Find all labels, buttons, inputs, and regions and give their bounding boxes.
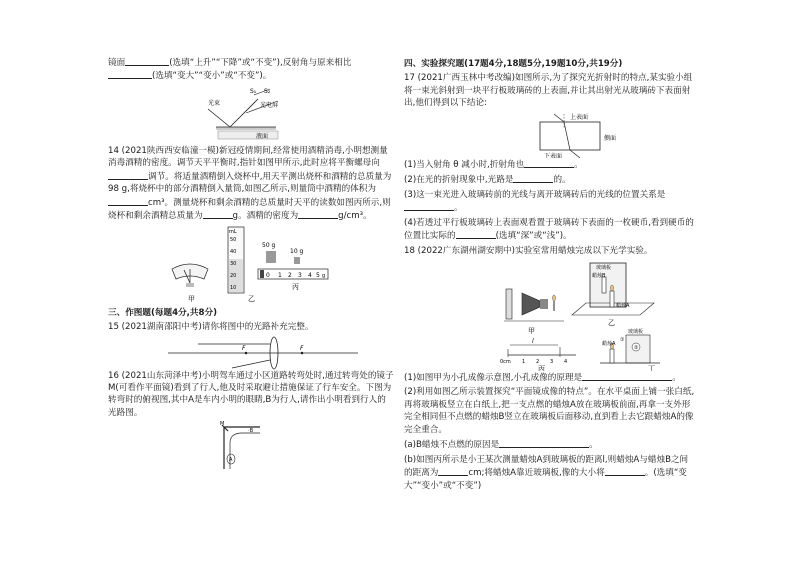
question-14: 14 (2021陕西西安临潼一模)新冠疫情期间,经常使用酒精消毒,小明想测量消毒酒精的密度。调节天平平衡时,指针如图甲所示,此时应将平衡螺母向调节。将适量酒精倒入烧杯中,用天平测出烧杯和酒精的总质量为98 g,将烧杯中的部分酒精倒入量筒,如图乙所示,则量筒中酒精的体积为cm³。测量烧杯和剩余酒精的总质量时天平的读数如图丙所示,则烧杯和剩余酒精总质量为 g。酒精的密度为 g/cm³。 — [108, 145, 392, 222]
figure-16-diagram — [108, 421, 394, 471]
q17-part-3: (3)这一束光进入玻璃砖前的光线与离开玻璃砖后的光线的位置关系是。 — [404, 189, 666, 214]
label-bottom-surface: 下表面 — [544, 152, 563, 158]
q17-part-2: (2)在光的折射现象中,光路是 的。 — [404, 175, 571, 186]
svg-text:1: 1 — [278, 271, 282, 279]
answer-blank[interactable] — [456, 229, 496, 239]
answer-blank[interactable] — [108, 69, 152, 79]
svg-text:2: 2 — [536, 358, 540, 365]
label-b: ·B — [248, 428, 254, 435]
svg-text:蜡烛A: 蜡烛A — [602, 340, 616, 347]
svg-text:4: 4 — [308, 271, 312, 279]
svg-text:4: 4 — [564, 358, 568, 365]
svg-text:g: g — [322, 272, 326, 279]
figure-13-diagram — [108, 85, 394, 145]
right-column — [404, 56, 696, 494]
label-ml: mL — [229, 228, 237, 235]
question-17: 17 (2021广西玉林中考改编)如图所示,为了探究光折射时的特点,某实验小组将一束光斜射到一块平行板玻璃砖的上表面,并让其出射光从玻璃砖下表面射出,他们得到以下结论: — [404, 73, 693, 109]
answer-blank[interactable] — [499, 438, 589, 448]
figure-18 — [404, 259, 696, 371]
svg-text:①: ① — [620, 336, 625, 343]
question-18: 18 (2022广东湖州湖安期中)实验室常用蜡烛完成以下光学实验。 — [404, 245, 653, 256]
q18-part-2b: (b)如图丙所示是小王某次测量蜡烛A到玻璃板的距离l,则蜡烛A与蜡烛B之间的距离为 cm;将蜡烛A靠近玻璃板,像的大小将 。(选填“变大”“变小”或“不变”) — [404, 454, 689, 491]
label-top-surface: 上表面 — [570, 113, 589, 121]
svg-text:②: ② — [634, 344, 639, 351]
label-m: M — [220, 421, 225, 428]
label-liquid: 液面 — [256, 132, 269, 140]
svg-text:玻璃板: 玻璃板 — [628, 328, 644, 335]
label-jia: 甲 — [188, 294, 195, 303]
figure-16 — [108, 421, 394, 471]
svg-text:蜡烛A: 蜡烛A — [616, 302, 630, 309]
answer-blank[interactable] — [582, 371, 672, 381]
figure-18-diagram — [404, 259, 696, 371]
svg-text:5: 5 — [316, 271, 320, 279]
svg-text:1: 1 — [522, 358, 526, 365]
label-s1: S₁ — [250, 87, 257, 95]
figure-15 — [108, 336, 394, 370]
label-18-bing: 丙 — [538, 364, 545, 371]
answer-blank[interactable] — [513, 173, 553, 183]
label-side: 侧面 — [604, 134, 617, 142]
q13-continuation: 镜面 (选填“上升”“下降”或“不变”),反射角与原来相比(选填“变大”“变小”或“不变”)。 — [108, 58, 352, 82]
label-18-yi: 乙 — [608, 318, 615, 327]
left-column — [108, 56, 394, 471]
figure-17 — [404, 112, 696, 158]
answer-blank[interactable] — [203, 209, 233, 219]
svg-text:20: 20 — [230, 272, 237, 279]
figure-14 — [108, 225, 394, 305]
q17-part-1: (1)当入射角 θ 减小时,折射角也 。 — [404, 159, 583, 170]
label-yi: 乙 — [248, 294, 255, 303]
svg-text:3: 3 — [298, 271, 302, 279]
answer-blank[interactable] — [108, 170, 148, 180]
svg-text:3: 3 — [550, 358, 554, 365]
answer-blank[interactable] — [125, 56, 169, 66]
answer-blank[interactable] — [524, 158, 574, 168]
q18-part-1: (1)如图甲为小孔成像示意图,小孔成像的原理是 。 — [404, 372, 681, 383]
answer-blank[interactable] — [404, 201, 454, 211]
svg-text:0: 0 — [266, 271, 270, 279]
focus-left: F — [242, 344, 246, 352]
figure-15-diagram — [108, 336, 394, 370]
svg-text:50 g: 50 g — [262, 241, 276, 249]
section-4-heading: 四、实验探究题(17题4分,18题5分,19题10分,共19分) — [404, 59, 623, 69]
question-15: 15 (2021湖南邵阳中考)请你将图中的光路补充完整。 — [108, 322, 314, 333]
figure-13 — [108, 85, 394, 145]
q18-part-2: (2)利用如图乙所示装置探究“平面镜成像的特点”。在水平桌面上铺一张白纸,再将玻璃板竖立在白纸上,把一支点燃的蜡烛A放在玻璃板前面,再拿一支外形完全相同但不点燃的蜡烛B竖立在玻璃板后面移动,直到看上去它跟蜡烛A的像完全重合。 — [404, 387, 695, 435]
svg-text:玻璃板: 玻璃板 — [596, 264, 612, 271]
answer-blank[interactable] — [108, 196, 148, 206]
svg-text:10: 10 — [230, 284, 237, 291]
svg-text:50: 50 — [230, 236, 237, 243]
answer-blank[interactable] — [298, 209, 338, 219]
answer-blank[interactable] — [438, 466, 468, 476]
svg-text:10 g: 10 g — [290, 247, 304, 255]
label-screen: 光电屏 — [260, 101, 279, 109]
answer-blank[interactable] — [605, 466, 645, 476]
label-bing: 丙 — [292, 282, 299, 291]
figure-17-diagram — [404, 112, 696, 158]
svg-text:30: 30 — [230, 260, 237, 267]
label-18-ding: 丁 — [648, 364, 655, 371]
svg-text:蜡烛B: 蜡烛B — [592, 272, 606, 279]
q17-part-4: (4)若透过平行板玻璃砖上表面观看置于玻璃砖下表面的一枚硬币,看到硬币的位置比实际的 (选填“深”或“浅”)。 — [404, 217, 694, 242]
section-3-heading: 三、作图题(每题4分,共8分) — [108, 307, 218, 318]
svg-text:40: 40 — [230, 248, 237, 255]
focus-right: F — [300, 344, 304, 352]
q18-part-2a: (a)B蜡烛不点燃的原因是 。 — [404, 440, 598, 451]
label-beam: 光束 — [208, 99, 221, 107]
svg-text:l: l — [532, 337, 534, 345]
svg-text:0cm: 0cm — [500, 358, 511, 365]
svg-text:2: 2 — [288, 271, 292, 279]
question-16: 16 (2021山东菏泽中考)小明驾车通过小区道路转弯处时,通过转弯处的镜子M(可看作平面镜)看到了行人,他及时采取避让措施保证了行车安全。下图为转弯时的俯视图,其中A是车内小明的眼睛,B为行人,请作出小明看到行人的光路图。 — [108, 370, 394, 418]
label-a: A — [229, 457, 233, 464]
label-18-jia: 甲 — [528, 326, 535, 335]
label-s2: S₂ — [264, 87, 271, 95]
figure-14-diagram — [108, 225, 394, 305]
